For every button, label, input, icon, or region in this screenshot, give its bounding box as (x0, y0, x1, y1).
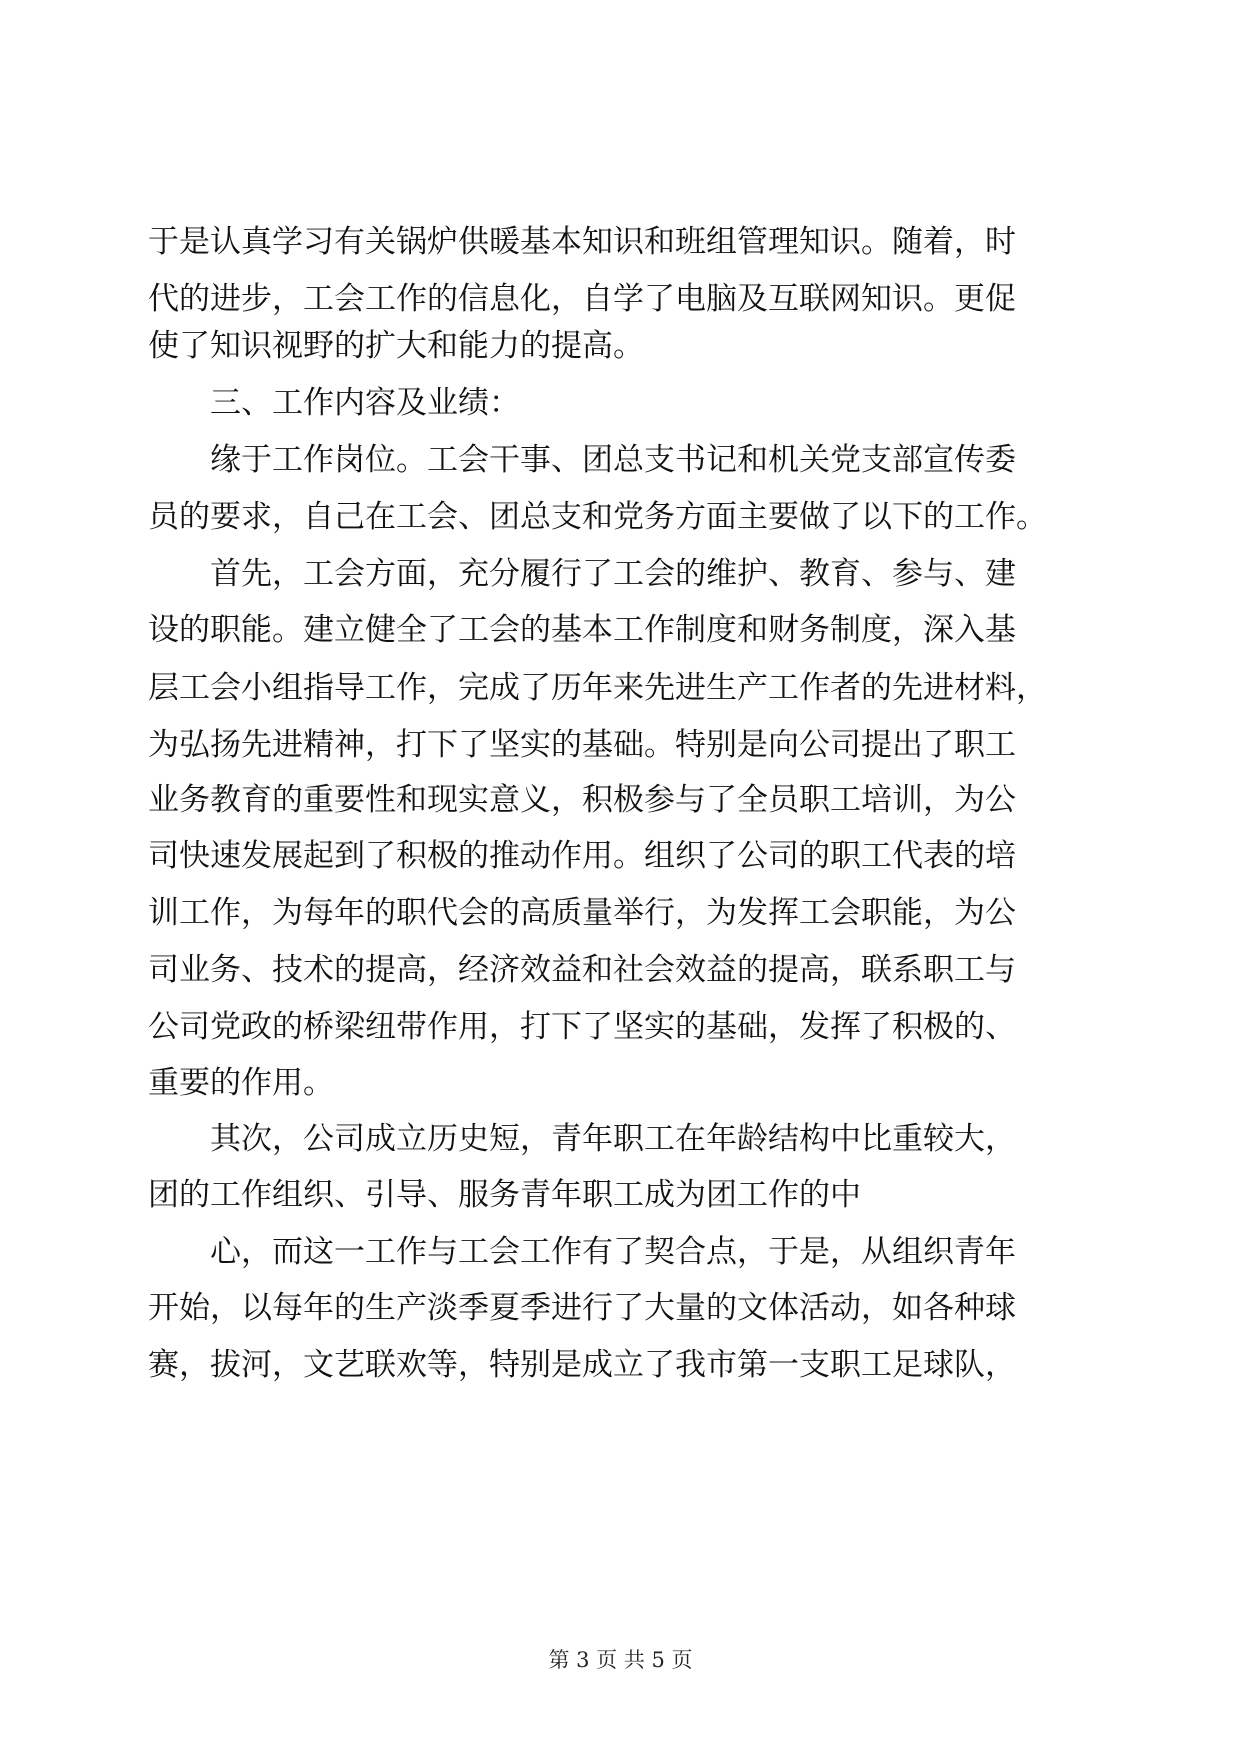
text-line (0, 715, 1241, 775)
text-line-content: 司快速发展起到了积极的推动作用。组织了公司的职工代表的培 (148, 838, 1016, 874)
text-line (0, 883, 1241, 943)
page-number-footer: 第 3 页 共 5 页 (548, 1648, 693, 1672)
text-line (0, 1165, 1241, 1225)
text-line-content: 设的职能。建立健全了工会的基本工作制度和财务制度，深入基 (148, 612, 1016, 648)
text-line-content: 使了知识视野的扩大和能力的提高。 (148, 328, 644, 364)
text-line (0, 1278, 1241, 1338)
text-line-content: 团的工作组织、引导、服务青年职工成为团工作的中 (148, 1177, 861, 1213)
text-line-content: 司业务、技术的提高，经济效益和社会效益的提高，联系职工与 (148, 952, 1016, 988)
text-line (0, 997, 1241, 1057)
text-line (0, 1053, 1241, 1113)
text-line (0, 658, 1241, 718)
text-line (0, 826, 1241, 886)
text-line-content: 为弘扬先进精神，打下了坚实的基础。特别是向公司提出了职工 (148, 727, 1016, 763)
text-line-content: 公司党政的桥梁纽带作用，打下了坚实的基础，发挥了积极的、 (148, 1009, 1016, 1045)
text-line (0, 770, 1241, 830)
text-line-content: 业务教育的重要性和现实意义，积极参与了全员职工培训，为公 (148, 782, 1016, 818)
text-line (0, 430, 1241, 490)
text-line-content: 赛，拔河，文艺联欢等，特别是成立了我市第一支职工足球队， (148, 1347, 1016, 1383)
text-line-content: 层工会小组指导工作，完成了历年来先进生产工作者的先进材料， (148, 670, 1047, 706)
text-line-content: 心，而这一工作与工会工作有了契合点，于是，从组织青年 (210, 1234, 1016, 1270)
section-heading-text: 三、工作内容及业绩： (210, 385, 520, 421)
text-line (0, 600, 1241, 660)
text-line-content: 重要的作用。 (148, 1065, 334, 1101)
text-line (0, 1335, 1241, 1395)
text-line (0, 212, 1241, 272)
text-line-content: 于是认真学习有关锅炉供暖基本知识和班组管理知识。随着，时 (148, 224, 1016, 260)
text-line-content: 开始，以每年的生产淡季夏季进行了大量的文体活动，如各种球 (148, 1290, 1016, 1326)
text-line-content: 首先，工会方面，充分履行了工会的维护、教育、参与、建 (210, 556, 1016, 592)
text-line (0, 1222, 1241, 1282)
text-line (0, 487, 1241, 547)
text-line-content: 训工作，为每年的职代会的高质量举行，为发挥工会职能，为公 (148, 895, 1016, 931)
text-line (0, 544, 1241, 604)
text-line-content: 缘于工作岗位。工会干事、团总支书记和机关党支部宣传委 (210, 442, 1016, 478)
text-line-content: 其次，公司成立历史短，青年职工在年龄结构中比重较大， (210, 1121, 1016, 1157)
text-line-content: 员的要求，自己在工会、团总支和党务方面主要做了以下的工作。 (148, 499, 1047, 535)
text-line (0, 1109, 1241, 1169)
text-line (0, 940, 1241, 1000)
text-line-content: 代的进步，工会工作的信息化，自学了电脑及互联网知识。更促 (148, 281, 1016, 317)
text-line (0, 316, 1241, 376)
section-heading (0, 373, 1241, 433)
